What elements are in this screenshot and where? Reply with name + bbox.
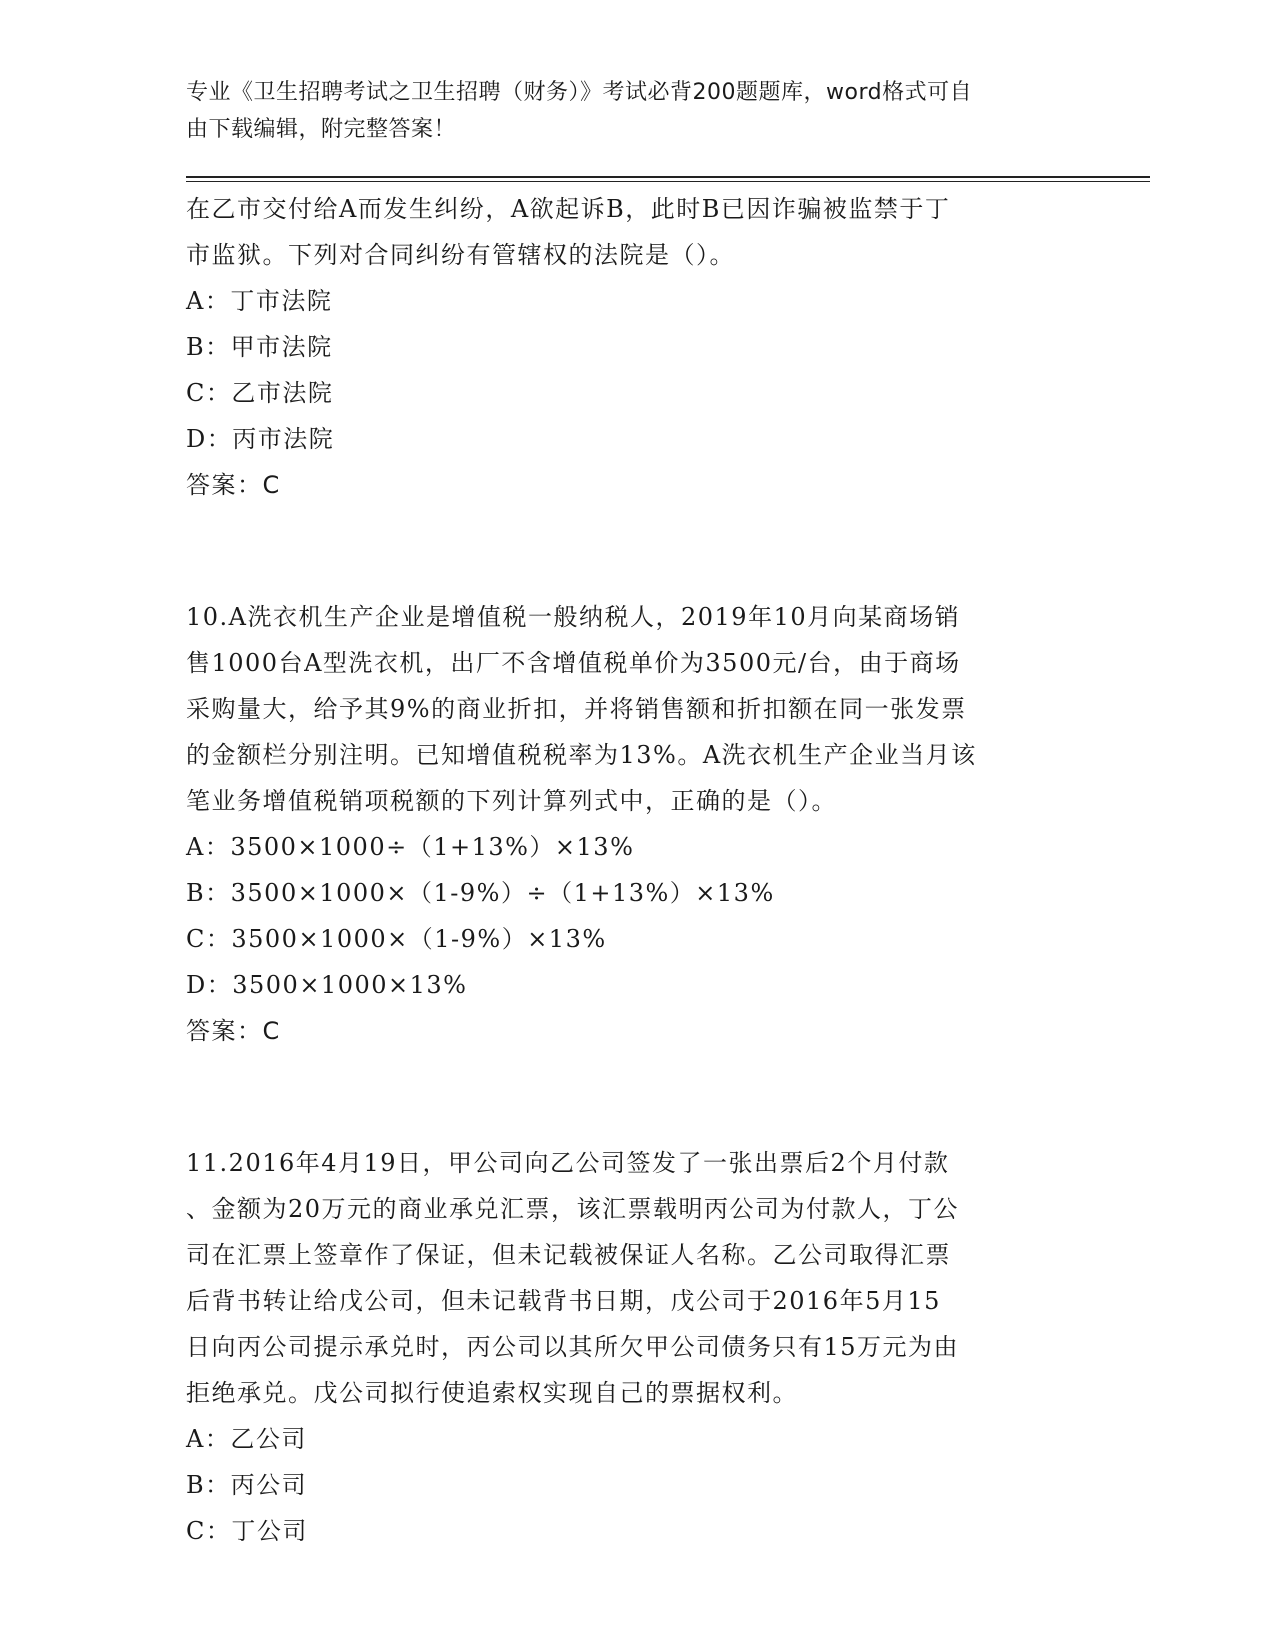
option-b: B：丙公司	[186, 1471, 308, 1499]
question-stem-line: 司在汇票上签章作了保证，但未记载被保证人名称。乙公司取得汇票	[186, 1241, 951, 1269]
question-stem-line: 11.2016年4月19日，甲公司向乙公司签发了一张出票后2个月付款	[186, 1149, 950, 1177]
question-stem-line: 、金额为20万元的商业承兑汇票，该汇票载明丙公司为付款人，丁公	[186, 1195, 960, 1223]
question-spacer	[186, 508, 1066, 594]
question-stem-line: 的金额栏分别注明。已知增值税税率为13%。A洗衣机生产企业当月该	[186, 741, 977, 769]
question-spacer	[186, 1054, 1066, 1140]
question-stem-line: 日向丙公司提示承兑时，丙公司以其所欠甲公司债务只有15万元为由	[186, 1333, 960, 1361]
question-stem-line: 采购量大，给予其9%的商业折扣，并将销售额和折扣额在同一张发票	[186, 695, 967, 723]
header-title-line-1: 专业《卫生招聘考试之卫生招聘（财务）》考试必背200题题库，word格式可自	[186, 80, 973, 105]
option-c: C：乙市法院	[186, 379, 334, 407]
document-header	[186, 74, 1066, 148]
question-9	[186, 186, 1066, 508]
answer: 答案：C	[186, 471, 281, 499]
question-10	[186, 594, 1066, 1054]
option-c: C：3500×1000×（1-9%）×13%	[186, 925, 607, 953]
document-body	[186, 186, 1066, 1554]
question-11	[186, 1140, 1066, 1554]
question-stem-line: 10.A洗衣机生产企业是增值税一般纳税人，2019年10月向某商场销	[186, 603, 961, 631]
question-stem-line: 市监狱。下列对合同纠纷有管辖权的法院是（）。	[186, 241, 735, 269]
answer: 答案：C	[186, 1017, 281, 1045]
header-divider-thick	[186, 176, 1150, 178]
option-a: A：丁市法院	[186, 287, 333, 315]
question-stem-line: 售1000台A型洗衣机，出厂不含增值税单价为3500元/台，由于商场	[186, 649, 961, 677]
option-b: B：3500×1000×（1-9%）÷（1+13%）×13%	[186, 879, 775, 907]
question-stem-line: 笔业务增值税销项税额的下列计算列式中，正确的是（）。	[186, 787, 837, 815]
option-d: D：3500×1000×13%	[186, 971, 468, 999]
option-c: C：丁公司	[186, 1517, 308, 1545]
header-title-line-2: 由下载编辑，附完整答案！	[186, 117, 457, 142]
header-divider-thin	[186, 181, 1150, 182]
option-a: A：3500×1000÷（1+13%）×13%	[186, 833, 635, 861]
option-d: D：丙市法院	[186, 425, 335, 453]
question-stem-line: 在乙市交付给A而发生纠纷，A欲起诉B，此时B已因诈骗被监禁于丁	[186, 195, 951, 223]
option-a: A：乙公司	[186, 1425, 307, 1453]
question-stem-line: 后背书转让给戊公司，但未记载背书日期，戊公司于2016年5月15	[186, 1287, 941, 1315]
question-stem-line: 拒绝承兑。戊公司拟行使追索权实现自己的票据权利。	[186, 1379, 798, 1407]
option-b: B：甲市法院	[186, 333, 333, 361]
